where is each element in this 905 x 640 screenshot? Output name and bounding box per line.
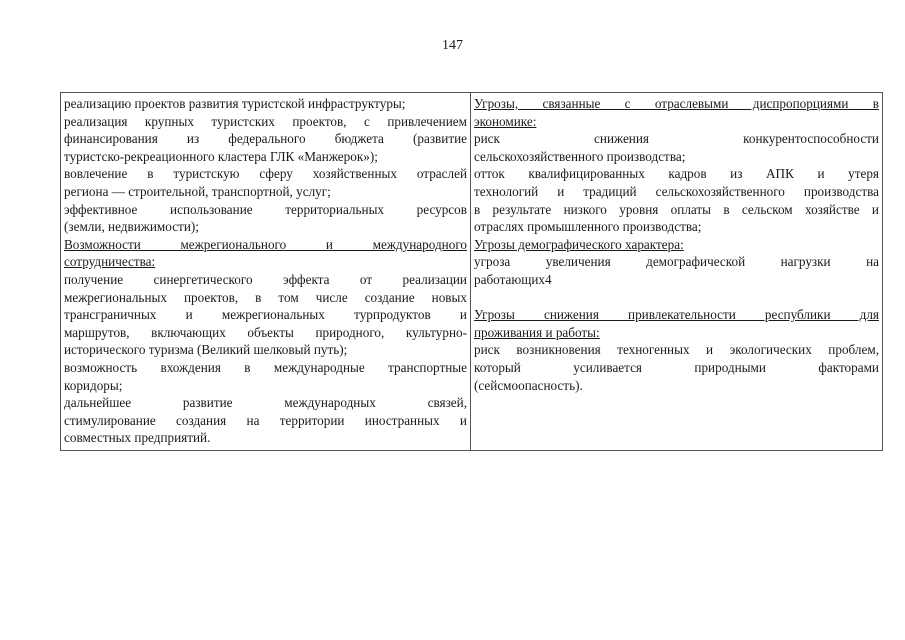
opportunities-text-line: совместных предприятий. [64,430,211,446]
threats-text-line: угроза увеличения демографической нагрузки на [474,254,879,270]
opportunities-text-line: реализация крупных туристских проектов, с привлечением [64,113,467,129]
opportunities-text-line: стимулирование создания на территории иностранных и [64,412,467,428]
threats-cell [471,93,883,451]
threats-text-line: в результате низкого уровня оплаты в сельском хозяйстве и [474,201,879,217]
opportunities-text-line: возможность вхождения в международные транспортные [64,359,467,375]
opportunities-text-line: трансграничных и межрегиональных турпродуктов и [64,307,467,323]
opportunities-cell [61,93,471,451]
opportunities-text-line: Возможности межрегионального и международного [64,236,467,252]
opportunities-text-line: финансирования из федерального бюджета (развитие [64,131,467,147]
opportunities-text-line: межрегиональных проектов, в том числе создание новых [64,289,467,305]
opportunities-text-line: эффективное использование территориальных ресурсов [64,201,467,217]
threats-text-line: отраслях промышленного производства; [474,219,702,235]
threats-text-line: Угрозы, связанные с отраслевыми диспропорциями в [474,96,879,111]
threats-text-line: технологий и традиций сельскохозяйственного производства [474,183,879,199]
threats-text-line [474,289,879,307]
opportunities-threats-table [60,92,883,451]
threats-text-line: риск возникновения техногенных и экологических проблем, [474,342,879,358]
opportunities-text-line: маршрутов, включающих объекты природного, культурно- [64,324,467,340]
opportunities-text-line: коридоры; [64,377,123,393]
threats-text-line: Угрозы демографического характера: [474,236,684,252]
opportunities-text-line: вовлечение в туристскую сферу хозяйственных отраслей [64,166,467,182]
opportunities-text-line: (земли, недвижимости); [64,219,199,235]
opportunities-text-line: исторического туризма (Великий шелковый путь); [64,342,348,358]
table-row [61,93,883,451]
threats-text-line: проживания и работы: [474,324,600,340]
threats-text-line: риск снижения конкурентоспособности [474,131,879,147]
opportunities-text-line: реализацию проектов развития туристской инфраструктуры; [64,96,406,111]
threats-text-line: Угрозы снижения привлекательности республики для [474,307,879,323]
opportunities-text-line: сотрудничества: [64,254,156,270]
threats-text-line: который усиливается природными факторами [474,359,879,375]
threats-text-line: экономике: [474,113,537,129]
threats-text-line: отток квалифицированных кадров из АПК и утеря [474,166,879,182]
page-number: 147 [442,38,463,53]
threats-text-line: сельскохозяйственного производства; [474,148,686,164]
opportunities-text-line: региона — строительной, транспортной, услуг; [64,183,331,199]
opportunities-text-line: туристско-рекреационного кластера ГЛК «Манжерок»); [64,148,378,164]
threats-text-line: (сейсмоопасность). [474,377,583,393]
threats-text-line: работающих4 [474,271,552,287]
opportunities-text-line: получение синергетического эффекта от реализации [64,271,467,287]
opportunities-text-line: дальнейшее развитие международных связей, [64,395,467,411]
